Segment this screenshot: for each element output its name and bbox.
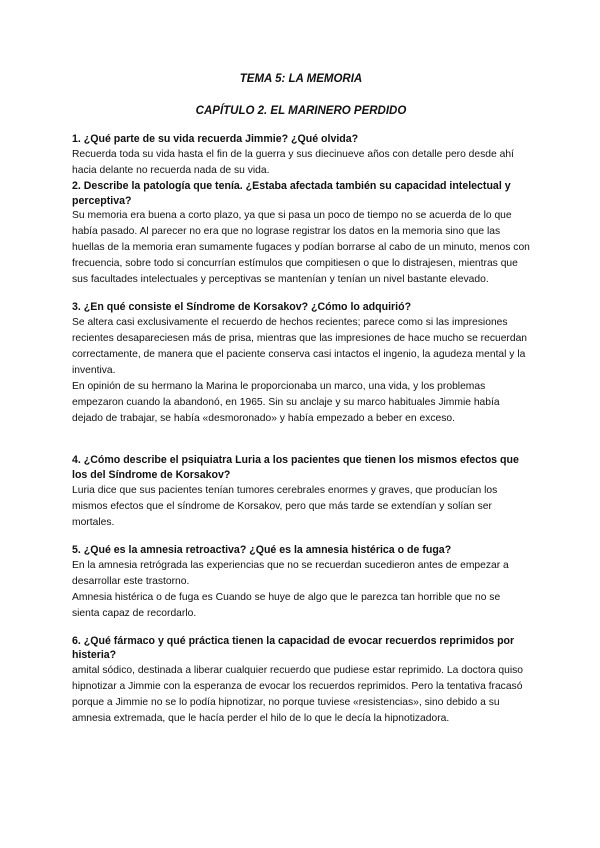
answer-paragraph: Amnesia histérica o de fuga es Cuando se huye de algo que le parezca tan horrible que no se sienta capaz de recordarlo. [72,591,501,619]
qa-block-6 [72,634,530,728]
answer-paragraph: Luria dice que sus pacientes tenían tumores cerebrales enormes y graves, que producían los mismos efectos que el síndrome de Korsakov, pero que más tarde se extendían y solían ser mortales. [72,484,498,528]
answer-paragraph: En la amnesia retrógrada las experiencias que no se recuerdan sucedieron antes de empezar a desarrollar este trastorno. [72,559,509,587]
question-heading: 5. ¿Qué es la amnesia retroactiva? ¿Qué es la amnesia histérica o de fuga? [72,543,452,556]
qa-block-1 [72,132,530,179]
answer-paragraph: Su memoria era buena a corto plazo, ya que si pasa un poco de tiempo no se acuerda de lo que había pasado. Al parecer no era que no lograse registrar los datos en la memoria sino que las huellas de la memoria eran sumamente fugaces y podían borrarse al cabo de un minuto, menos con frecuencia, sobre todo si concurrían estímulos que compitiesen o que lo distrajesen, mientras que sus facultades intelectuales y perceptivas se mantenían y tenían un nivel bastante elevado. [72,210,530,286]
qa-block-2 [72,179,530,289]
question-heading: 2. Describe la patología que tenía. ¿Estaba afectada también su capacidad intelectual y perceptiva? [72,179,511,207]
qa-block-4 [72,453,530,531]
answer-paragraph: Se altera casi exclusivamente el recuerdo de hechos recientes; parece como si las impresiones recientes desapareciesen más de prisa, mientras que las impresiones de hace mucho se recuerdan correctamente, de manera que el paciente conserva casi intactos el ingenio, la agudeza mental y la inventiva. [72,317,528,377]
answer-paragraph: En opinión de su hermano la Marina le proporcionaba un marco, una vida, y los problemas empezaron cuando la abandonó, en 1965. Sin su anclaje y su marco habituales Jimmie había dejado de trabajar, se había «desmoronado» y había empezado a beber en exceso. [72,381,500,425]
question-heading: 3. ¿En qué consiste el Síndrome de Korsakov? ¿Cómo lo adquirió? [72,301,412,314]
qa-block-3 [72,300,530,427]
qa-block-5 [72,543,530,622]
document-page [72,72,530,727]
answer-paragraph: amital sódico, destinada a liberar cualquier recuerdo que pudiese estar reprimido. La doctora quiso hipnotizar a Jimmie con la esperanza de evocar los recuerdos reprimidos. Pero la tentativa fracasó porque a Jimmie no se lo podía hipnotizar, no porque tuviese «resistencias», sino debido a su amnesia extremada, que le hacía perder el hilo de lo que le decía la hipnotizadora. [72,665,524,725]
question-heading: 4. ¿Cómo describe el psiquiatra Luria a los pacientes que tienen los mismos efectos que los del Síndrome de Korsakov? [72,454,519,481]
question-list [72,132,530,727]
document-title: TEMA 5: LA MEMORIA [239,73,363,85]
question-heading: 6. ¿Qué fármaco y qué práctica tienen la capacidad de evocar recuerdos reprimidos por histeria? [72,634,515,662]
answer-paragraph: Recuerda toda su vida hasta el fin de la guerra y sus diecinueve años con detalle pero desde ahí hacia delante no recuerda nada de su vida. [72,148,514,176]
question-heading: 1. ¿Qué parte de su vida recuerda Jimmie? ¿Qué olvida? [72,133,359,145]
chapter-title: CAPÍTULO 2. EL MARINERO PERDIDO [195,105,407,117]
